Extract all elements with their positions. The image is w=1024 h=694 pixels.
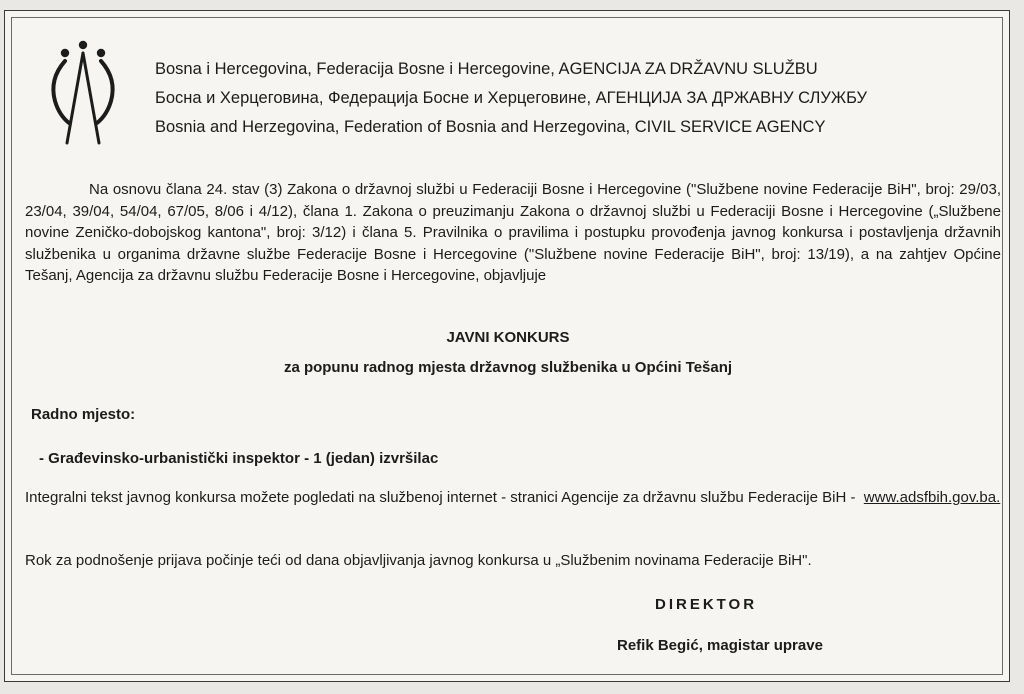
full-text-paragraph <box>25 487 1001 509</box>
full-text-body: Integralni tekst javnog konkursa možete pogledati na službenoj internet - stranici Agencije za državnu službu Federacije BiH - <box>25 489 856 506</box>
notice-title: JAVNI KONKURS <box>446 329 570 346</box>
deadline-paragraph: Rok za podnošenje prijava počinje teći od dana objavljivanja javnog konkursa u „Službenim novinama Federacije BiH". <box>25 552 812 569</box>
intro-paragraph <box>25 179 1001 287</box>
agency-header <box>155 55 867 142</box>
agency-website-link[interactable]: www.adsfbih.gov.ba. <box>863 489 1001 506</box>
position-label: Radno mjesto: <box>31 406 136 423</box>
agency-name-bosnian: Bosna i Hercegovina, Federacija Bosne i Hercegovine, AGENCIJA ZA DRŽAVNU SLUŽBU <box>155 60 818 78</box>
signature-title: DIREKTOR <box>655 596 758 613</box>
agency-emblem-icon <box>43 39 123 149</box>
agency-name-serbian: Босна и Херцеговина, Федерација Босне и Херцеговине, АГЕНЦИЈА ЗА ДРЖАВНУ СЛУЖБУ <box>155 89 867 107</box>
position-item: - Građevinsko-urbanistički inspektor - 1 (jedan) izvršilac <box>39 450 439 467</box>
signature-name: Refik Begić, magistar uprave <box>617 637 823 654</box>
intro-text: Na osnovu člana 24. stav (3) Zakona o državnoj službi u Federaciji Bosne i Hercegovine ("Službene novine Federacije BiH", broj: 29/03, 23/04, 39/04, 54/04, 67/05, 8/06 i 4/12), člana 1. Zakona o preuzimanju Zakona o državnoj službi u Federaciji Bosne i Hercegovine („Službene novine Zeničko-dobojskog kantona", broj: 3/12) i člana 5. Pravilnika o pravilima i postupku provođenja javnog konkursa i postavljenja državnih službenika u organima državne službe Federacije Bosne i Hercegovine ("Službene novine Federacije BiH", broj: 13/19), a na zahtjev Općine Tešanj, Agencija za državnu službu Federacije Bosne i Hercegovine, objavljuje <box>25 181 1001 284</box>
job-advertisement <box>4 10 1010 682</box>
agency-name-english: Bosnia and Herzegovina, Federation of Bosnia and Herzegovina, CIVIL SERVICE AGENCY <box>155 118 826 136</box>
notice-subtitle: za popunu radnog mjesta državnog službenika u Općini Tešanj <box>283 359 733 376</box>
